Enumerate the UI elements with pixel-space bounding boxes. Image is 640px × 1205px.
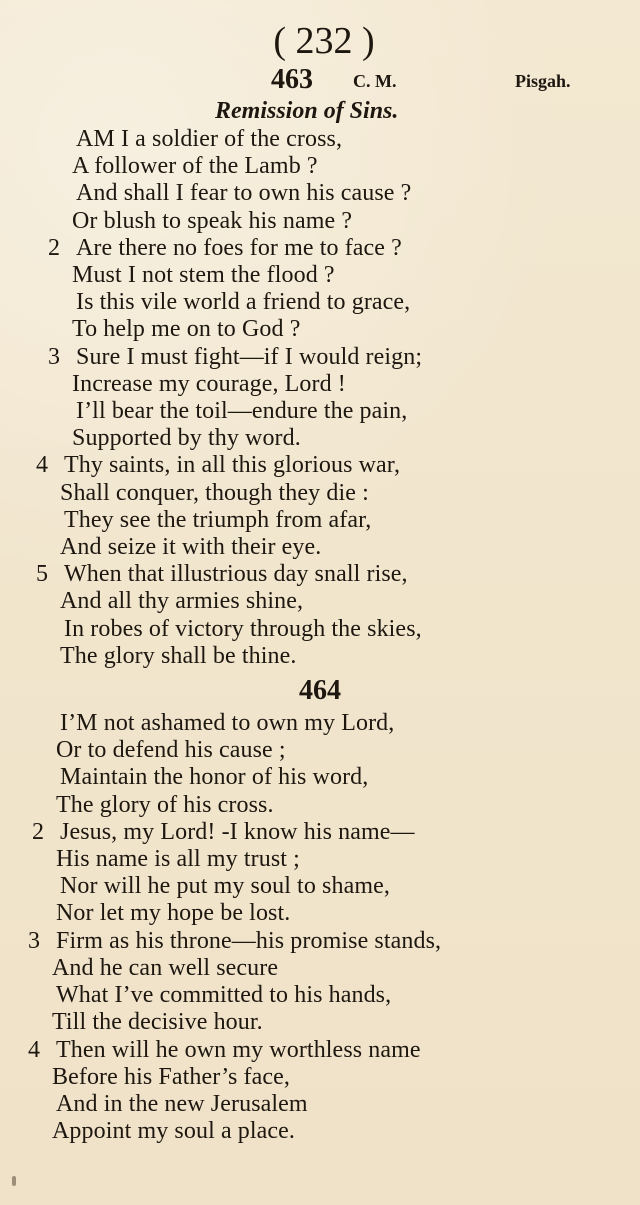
hymn-464-stanza-1 — [0, 710, 640, 819]
hymn-464-line: Before his Father’s face, — [52, 1063, 290, 1090]
hymn-463-line: And shall I fear to own his cause ? — [76, 180, 412, 207]
hymn-463-stanza-5 — [0, 561, 640, 670]
hymn-463-line: Or blush to speak his name ? — [72, 207, 353, 234]
hymn-464-line: His name is all my trust ; — [56, 846, 300, 873]
hymn-464-line: Appoint my soul a place. — [52, 1118, 296, 1145]
hymn-464-line: Till the decisive hour. — [52, 1009, 263, 1036]
hymn-463-subject: Remission of Sins. — [215, 98, 399, 124]
hymn-464-stanza-3 — [0, 928, 640, 1037]
hymn-463-line: They see the triumph from afar, — [64, 506, 372, 533]
hymn-463-line: In robes of victory through the skies, — [64, 615, 422, 642]
hymn-464-line: Nor let my hope be lost. — [56, 900, 291, 927]
hymn-463-line: Must I not stem the flood ? — [72, 262, 335, 289]
page-number: ( 232 ) — [273, 20, 375, 62]
hymn-463-line: 3 Sure I must fight—if I would reign; — [48, 343, 423, 370]
hymn-464-line: What I’ve committed to his hands, — [56, 982, 392, 1009]
hymn-463-line: And all thy armies shine, — [60, 588, 304, 615]
hymn-464-stanza-4 — [0, 1037, 640, 1146]
hymn-463-line: Shall conquer, though they die : — [60, 479, 369, 506]
hymn-464-stanza-2 — [0, 819, 640, 928]
hymn-464-line: 4 Then will he own my worthless name — [28, 1036, 421, 1063]
hymn-463-line: AM I a soldier of the cross, — [76, 126, 343, 152]
hymn-463-line: 5 When that illustrious day snall rise, — [36, 561, 408, 588]
hymn-463-line: Supported by thy word. — [72, 425, 301, 452]
hymn-464-line: Maintain the honor of his word, — [60, 764, 369, 791]
hymn-464-line: And in the new Jerusalem — [56, 1090, 308, 1117]
hymn-463-stanza-4 — [0, 452, 640, 561]
hymn-463-header — [0, 66, 640, 94]
hymn-463-line: Increase my courage, Lord ! — [72, 370, 346, 397]
hymn-464-line: 2 Jesus, my Lord! -I know his name— — [32, 818, 415, 845]
hymn-464-number: 464 — [299, 675, 341, 707]
hymn-463-meter: C. M. — [353, 71, 397, 91]
hymn-464-line: Or to defend his cause ; — [56, 737, 286, 764]
ink-mark — [12, 1176, 16, 1186]
hymn-464-line: Nor will he put my soul to shame, — [60, 873, 390, 900]
hymn-463-line: 2 Are there no foes for me to face ? — [48, 234, 402, 261]
hymn-463-line: The glory shall be thine. — [60, 642, 297, 669]
hymn-463-line: I’ll bear the toil—endure the pain, — [76, 398, 408, 425]
hymn-464-line: And he can well secure — [52, 954, 279, 981]
hymn-464-line: I’M not ashamed to own my Lord, — [60, 710, 395, 737]
hymn-463-line: And seize it with their eye. — [60, 534, 322, 561]
hymn-463-line: To help me on to God ? — [72, 316, 301, 343]
hymn-463-stanza-1 — [0, 126, 640, 235]
hymn-464-line: 3 Firm as his throne—his promise stands, — [28, 927, 442, 954]
hymn-463-line: 4 Thy saints, in all this glorious war, — [36, 452, 401, 479]
hymn-463-number: 463 — [271, 64, 313, 95]
hymn-463-line: A follower of the Lamb ? — [72, 153, 318, 180]
hymn-463-stanza-2 — [0, 235, 640, 344]
hymn-463-line: Is this vile world a friend to grace, — [76, 289, 411, 316]
hymn-464-line: The glory of his cross. — [56, 791, 274, 818]
hymn-463-stanza-3 — [0, 344, 640, 453]
hymn-463-tune: Pisgah. — [515, 71, 571, 91]
